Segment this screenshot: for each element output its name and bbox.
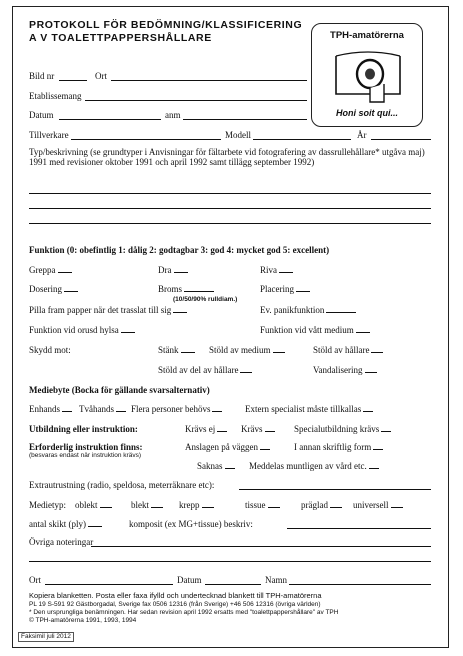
funktion-heading: Funktion (0: obefintlig 1: dålig 2: godtagbar 3: god 4: mycket god 5: excellent) bbox=[29, 245, 330, 255]
blekt-option[interactable]: blekt bbox=[131, 500, 163, 510]
ovriga-line-1[interactable] bbox=[91, 546, 431, 547]
form-page bbox=[12, 6, 449, 648]
muntligen-option[interactable]: Meddelas muntligen av vård etc. bbox=[249, 461, 379, 471]
saknas-option[interactable]: Saknas bbox=[197, 461, 235, 471]
typ-line-1[interactable] bbox=[29, 193, 431, 194]
logo-top-text: TPH-amatörerna bbox=[330, 30, 404, 41]
broms-label: Broms bbox=[158, 284, 214, 294]
medietyp-label: Medietyp: bbox=[29, 500, 66, 510]
dosering-label: Dosering bbox=[29, 284, 78, 294]
bottom-datum-label: Datum bbox=[177, 575, 202, 585]
ovriga-label: Övriga noteringar bbox=[29, 537, 94, 547]
tissue-option[interactable]: tissue bbox=[245, 500, 280, 510]
extrautrustning-field[interactable] bbox=[239, 489, 431, 490]
tvahands-option[interactable]: Tvåhands bbox=[79, 404, 126, 414]
anm-field[interactable] bbox=[183, 119, 307, 120]
tillverkare-field[interactable] bbox=[71, 139, 221, 140]
footer-line-2: PL 19 S-591 92 Gästborgadal, Sverige fax 0506 12316 (från Sverige) +46 506 12316 (övriga världen) bbox=[29, 601, 321, 608]
footer-line-3: * Den ursprungliga benämningen. Har sedan revision april 1992 ersatts med "toalettpappershållare" av TPH bbox=[29, 609, 339, 616]
logo-bottom-text: Honi soit qui... bbox=[336, 108, 398, 118]
placering-label: Placering bbox=[260, 284, 310, 294]
ort-field[interactable] bbox=[111, 80, 307, 81]
erforderlig-note: (besvaras endast när instruktion krävs) bbox=[29, 452, 141, 459]
typ-line-2[interactable] bbox=[29, 208, 431, 209]
komposit-label: komposit (ex MG+tissue) beskriv: bbox=[129, 519, 253, 529]
skydd-mot-label: Skydd mot: bbox=[29, 345, 71, 355]
facsimile-tag: Faksimil juli 2012 bbox=[18, 632, 74, 642]
funktion-torr-label: Funktion vid orusd hylsa bbox=[29, 325, 135, 335]
anslagen-option[interactable]: Anslagen på väggen bbox=[185, 442, 270, 452]
enhands-option[interactable]: Enhands bbox=[29, 404, 72, 414]
mediebyte-heading: Mediebyte (Bocka för gällande svarsalternativ) bbox=[29, 385, 210, 395]
modell-label: Modell bbox=[225, 130, 251, 140]
pilla-label: Pilla fram papper när det trasslat till sig bbox=[29, 305, 187, 315]
utbildning-label: Utbildning eller instruktion: bbox=[29, 424, 138, 434]
bottom-ort-field[interactable] bbox=[45, 584, 173, 585]
bottom-namn-field[interactable] bbox=[289, 584, 431, 585]
universell-option[interactable]: universell bbox=[353, 500, 403, 510]
typ-beskrivning-text: Typ/beskrivning (se grundtyper i Anvisningar för fältarbete vid fotografering av dassrullehållare* utgåva maj) 1991 med revisioner oktober 1991 och april 1992 samt tillägg september 1992) bbox=[29, 147, 425, 167]
ort-label: Ort bbox=[95, 71, 107, 81]
datum-field[interactable] bbox=[59, 119, 161, 120]
greppa-label: Greppa bbox=[29, 265, 72, 275]
oblekt-option[interactable]: oblekt bbox=[75, 500, 112, 510]
footer-line-4: © TPH-amatörerna 1991, 1993, 1994 bbox=[29, 617, 137, 624]
ar-label: År bbox=[357, 130, 367, 140]
broms-note: (10/50/90% rulldiam.) bbox=[173, 296, 238, 303]
riva-label: Riva bbox=[260, 265, 293, 275]
extern-specialist-option[interactable]: Extern specialist måste tillkallas bbox=[245, 404, 373, 414]
vandalisering-label: Vandalisering bbox=[313, 365, 377, 375]
bottom-datum-field[interactable] bbox=[205, 584, 261, 585]
dra-label: Dra bbox=[158, 265, 188, 275]
footer-line-1: Kopiera blanketten. Posta eller faxa ifylld och undertecknad blankett till TPH-amatörerna bbox=[29, 591, 322, 600]
komposit-field[interactable] bbox=[287, 528, 431, 529]
specialutbildning-option[interactable]: Specialutbildning krävs bbox=[294, 424, 391, 434]
stank-label: Stänk bbox=[158, 345, 195, 355]
bottom-ort-label: Ort bbox=[29, 575, 41, 585]
tph-logo bbox=[311, 23, 423, 127]
toilet-paper-roll-icon bbox=[326, 44, 410, 104]
etablissemang-field[interactable] bbox=[85, 100, 307, 101]
form-title-line2: A V TOALETTPAPPERSHÅLLARE bbox=[29, 32, 212, 44]
kravs-ej-option[interactable]: Krävs ej bbox=[185, 424, 227, 434]
anm-label: anm bbox=[165, 110, 181, 120]
flera-personer-option[interactable]: Flera personer behövs bbox=[131, 404, 222, 414]
modell-field[interactable] bbox=[253, 139, 351, 140]
skriftlig-option[interactable]: I annan skriftlig form bbox=[294, 442, 383, 452]
etablissemang-label: Etablissemang bbox=[29, 91, 82, 101]
kravs-option[interactable]: Krävs bbox=[241, 424, 275, 434]
bild-nr-label: Bild nr bbox=[29, 71, 55, 81]
stold-medium-label: Stöld av medium bbox=[209, 345, 285, 355]
praglad-option[interactable]: präglad bbox=[301, 500, 342, 510]
extrautrustning-label: Extrautrustning (radio, speldosa, meterräknare etc): bbox=[29, 480, 215, 490]
form-title-line1: PROTOKOLL FÖR BEDÖMNING/KLASSIFICERING bbox=[29, 19, 303, 31]
panik-label: Ev. panikfunktion bbox=[260, 305, 356, 315]
bottom-namn-label: Namn bbox=[265, 575, 287, 585]
krepp-option[interactable]: krepp bbox=[179, 500, 214, 510]
tillverkare-label: Tillverkare bbox=[29, 130, 69, 140]
funktion-vatt-label: Funktion vid vått medium bbox=[260, 325, 370, 335]
ar-field[interactable] bbox=[371, 139, 431, 140]
bild-nr-field[interactable] bbox=[59, 80, 87, 81]
antal-skikt-label: antal skikt (ply) bbox=[29, 519, 102, 529]
stold-del-label: Stöld av del av hållare bbox=[158, 365, 252, 375]
stold-hallare-label: Stöld av hållare bbox=[313, 345, 383, 355]
erforderlig-label: Erforderlig instruktion finns: bbox=[29, 442, 143, 452]
ovriga-line-2[interactable] bbox=[29, 561, 431, 562]
typ-line-3[interactable] bbox=[29, 223, 431, 224]
datum-label: Datum bbox=[29, 110, 54, 120]
